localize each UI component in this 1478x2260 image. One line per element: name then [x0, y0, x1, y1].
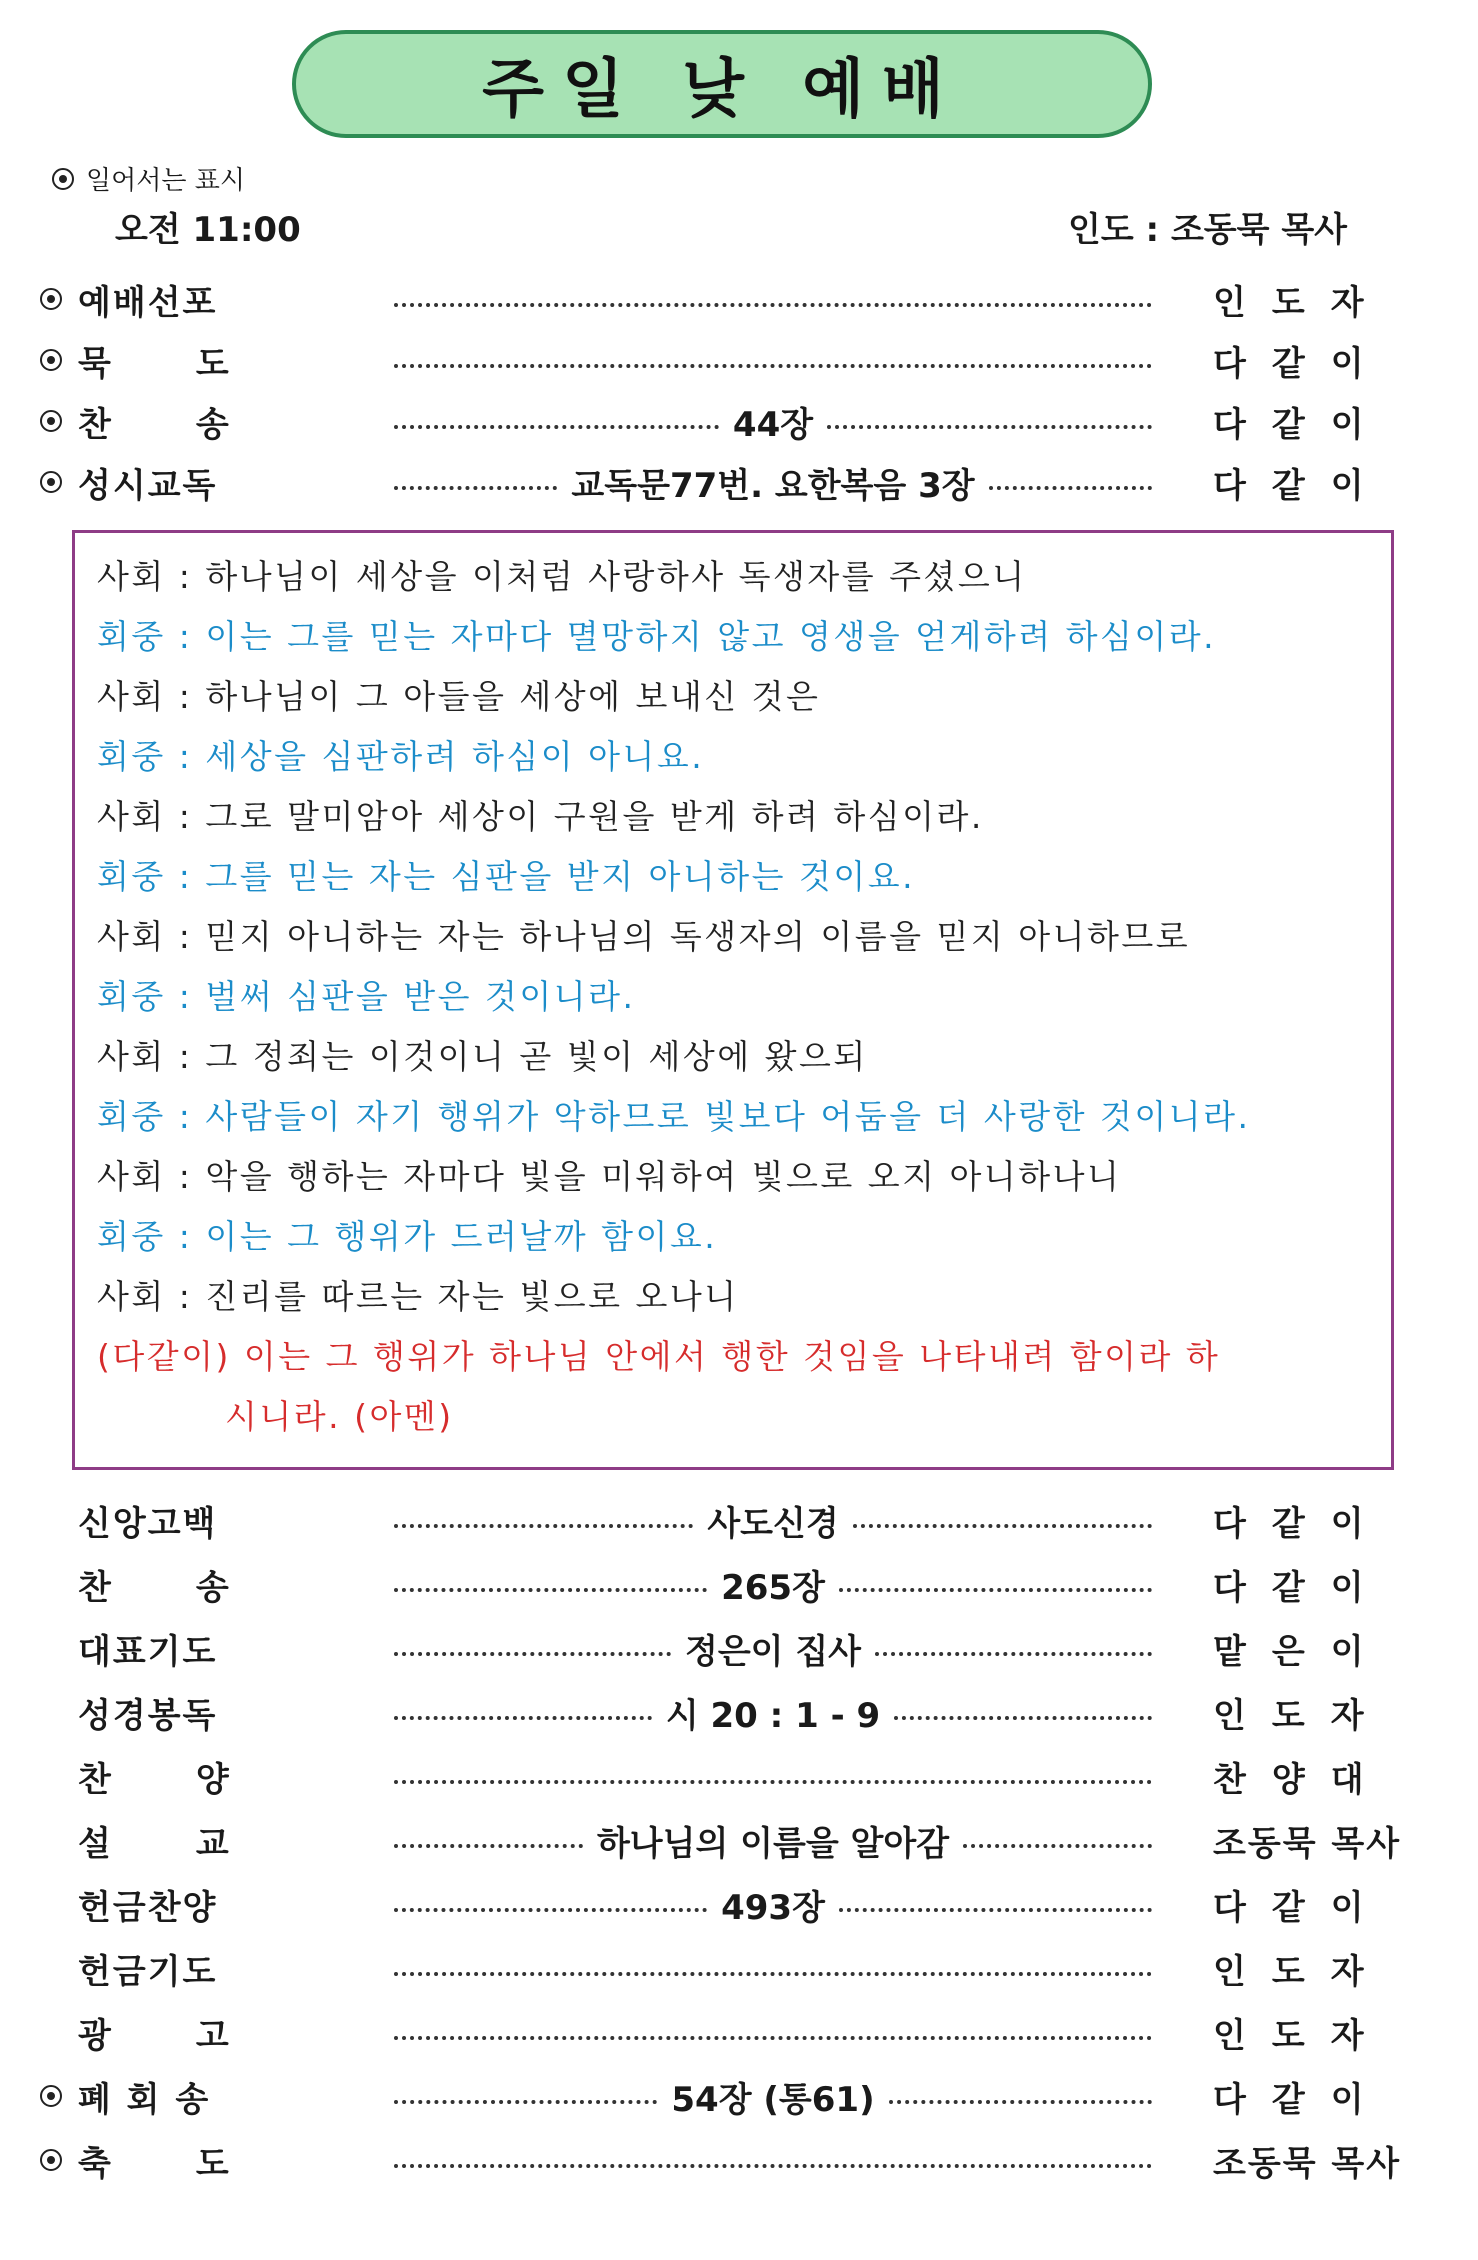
dot-leader [394, 1716, 652, 1720]
standing-bullet-icon [40, 2085, 62, 2107]
bullet-slot [40, 410, 78, 432]
order-label: 찬 양 [78, 1759, 231, 1800]
order-center [388, 397, 1158, 446]
order-who: 다같이 [1213, 2079, 1390, 2120]
order-label: 광 고 [78, 2015, 231, 2056]
bullet-slot [40, 2085, 78, 2107]
order-center [388, 2024, 1158, 2040]
order-who: 맡은이 [1213, 1631, 1390, 1672]
bullet-slot [40, 471, 78, 493]
order-center [388, 352, 1158, 368]
standing-legend [52, 160, 245, 197]
dot-leader [827, 425, 1152, 429]
order-label: 설 교 [78, 1823, 231, 1864]
order-center [388, 2152, 1158, 2168]
order-center [388, 291, 1158, 307]
order-center [388, 2072, 1158, 2121]
standing-legend-text: 일어서는 표시 [86, 166, 245, 196]
dot-leader [989, 486, 1152, 490]
bullet-slot [40, 2149, 78, 2171]
service-leader: 인도 : 조동묵 목사 [1068, 210, 1348, 250]
dot-leader [394, 303, 1152, 307]
bullet-slot [40, 349, 78, 371]
order-who: 찬양대 [1213, 1759, 1390, 1800]
standing-bullet-icon [40, 2149, 62, 2171]
order-label: 헌금기도 [78, 1951, 218, 1992]
dot-leader [839, 1588, 1152, 1592]
order-who: 다같이 [1213, 1503, 1390, 1544]
dot-leader [394, 2036, 1152, 2040]
standing-bullet-icon [52, 168, 74, 190]
order-center [388, 1960, 1158, 1976]
responsive-reading-box [72, 530, 1394, 1470]
page-title: 주일 낮 예배 [482, 53, 962, 127]
order-center [388, 1496, 1158, 1545]
order-row [40, 1749, 1440, 1803]
dot-leader [394, 425, 719, 429]
order-who: 조동묵 목사 [1213, 1823, 1402, 1864]
reading-line-leader: 사회 : 하나님이 그 아들을 세상에 보내신 것은 [97, 677, 821, 716]
order-who: 인도자 [1213, 1951, 1390, 1992]
order-row [40, 272, 1440, 326]
reading-line-congregation: 회중 : 이는 그 행위가 드러날까 함이요. [97, 1217, 718, 1256]
dot-leader [394, 2164, 1152, 2168]
order-item: 교독문77번. 요한복음 3장 [571, 465, 975, 506]
standing-bullet-icon [40, 471, 62, 493]
order-item: 정은이 집사 [684, 1631, 862, 1672]
dot-leader [394, 486, 557, 490]
order-center [388, 1816, 1158, 1865]
dot-leader [394, 1524, 693, 1528]
order-item: 54장 (통61) [671, 2079, 875, 2120]
order-row [40, 2069, 1440, 2123]
reading-line-leader: 사회 : 진리를 따르는 자는 빛으로 오나니 [97, 1277, 739, 1316]
reading-line-congregation: 회중 : 사람들이 자기 행위가 악하므로 빛보다 어둠을 더 사랑한 것이니라. [97, 1097, 1251, 1136]
order-item: 시 20 : 1 - 9 [665, 1695, 881, 1736]
order-center [388, 1768, 1158, 1784]
order-row [40, 1813, 1440, 1867]
order-center [388, 1624, 1158, 1673]
order-item: 사도신경 [707, 1503, 839, 1544]
reading-line-leader: 사회 : 악을 행하는 자마다 빛을 미워하여 빛으로 오지 아니하나니 [97, 1157, 1122, 1196]
order-row [40, 1493, 1440, 1547]
order-row [40, 1685, 1440, 1739]
order-item: 493장 [721, 1887, 825, 1928]
order-who: 다같이 [1213, 1887, 1390, 1928]
reading-line-congregation: 회중 : 이는 그를 믿는 자마다 멸망하지 않고 영생을 얻게하려 하심이라. [97, 617, 1217, 656]
order-who: 다같이 [1213, 343, 1390, 384]
reading-line-leader: 사회 : 그 정죄는 이것이니 곧 빛이 세상에 왔으되 [97, 1037, 868, 1076]
dot-leader [394, 1844, 583, 1848]
dot-leader [394, 1908, 707, 1912]
reading-line-together: (다같이) 이는 그 행위가 하나님 안에서 행한 것임을 나타내려 함이라 하 [97, 1337, 1221, 1376]
reading-line-congregation: 회중 : 세상을 심판하려 하심이 아니요. [97, 737, 705, 776]
order-who: 인도자 [1213, 282, 1390, 323]
order-item: 44장 [732, 404, 814, 445]
order-row [40, 2133, 1440, 2187]
standing-bullet-icon [40, 410, 62, 432]
order-row [40, 1621, 1440, 1675]
order-label: 신앙고백 [78, 1503, 218, 1544]
order-who: 조동묵 목사 [1213, 2143, 1402, 2184]
dot-leader [963, 1844, 1152, 1848]
dot-leader [853, 1524, 1152, 1528]
dot-leader [394, 1652, 671, 1656]
dot-leader [839, 1908, 1152, 1912]
order-who: 다같이 [1213, 1567, 1390, 1608]
order-center [388, 1880, 1158, 1929]
order-center [388, 1560, 1158, 1609]
dot-leader [394, 1780, 1152, 1784]
order-center [388, 458, 1158, 507]
dot-leader [394, 1972, 1152, 1976]
order-label: 헌금찬양 [78, 1887, 218, 1928]
order-label: 대표기도 [78, 1631, 218, 1672]
reading-line-congregation: 회중 : 그를 믿는 자는 심판을 받지 아니하는 것이요. [97, 857, 916, 896]
order-center [388, 1688, 1158, 1737]
service-time: 오전 11:00 [115, 210, 301, 250]
standing-bullet-icon [40, 288, 62, 310]
order-who: 인도자 [1213, 1695, 1390, 1736]
order-who: 다같이 [1213, 404, 1390, 445]
order-label: 찬 송 [78, 1567, 231, 1608]
order-item: 265장 [721, 1567, 825, 1608]
reading-line-congregation: 회중 : 벌써 심판을 받은 것이니라. [97, 977, 636, 1016]
dot-leader [394, 1588, 707, 1592]
standing-bullet-icon [40, 349, 62, 371]
order-row [40, 1941, 1440, 1995]
order-label: 성경봉독 [78, 1695, 218, 1736]
order-label: 예배선포 [78, 282, 218, 323]
order-label: 성시교독 [78, 465, 218, 506]
order-row [40, 1557, 1440, 1611]
dot-leader [889, 2100, 1152, 2104]
bullet-slot [40, 288, 78, 310]
order-who: 다같이 [1213, 465, 1390, 506]
reading-line-leader: 사회 : 믿지 아니하는 자는 하나님의 독생자의 이름을 믿지 아니하므로 [97, 917, 1191, 956]
order-label: 묵 도 [78, 343, 231, 384]
order-row [40, 455, 1440, 509]
order-label: 찬 송 [78, 404, 231, 445]
order-item: 하나님의 이름을 알아감 [596, 1823, 950, 1864]
reading-line-leader: 사회 : 하나님이 세상을 이처럼 사랑하사 독생자를 주셨으니 [97, 557, 1027, 596]
order-row [40, 333, 1440, 387]
order-who: 인도자 [1213, 2015, 1390, 2056]
order-row [40, 394, 1440, 448]
dot-leader [875, 1652, 1152, 1656]
order-row [40, 2005, 1440, 2059]
order-row [40, 1877, 1440, 1931]
title-banner [292, 30, 1152, 138]
dot-leader [394, 2100, 657, 2104]
reading-line-leader: 사회 : 그로 말미암아 세상이 구원을 받게 하려 하심이라. [97, 797, 984, 836]
dot-leader [394, 364, 1152, 368]
dot-leader [894, 1716, 1152, 1720]
order-label: 폐 회 송 [78, 2079, 211, 2120]
reading-line-together: 시니라. (아멘) [225, 1397, 454, 1436]
order-label: 축 도 [78, 2143, 231, 2184]
